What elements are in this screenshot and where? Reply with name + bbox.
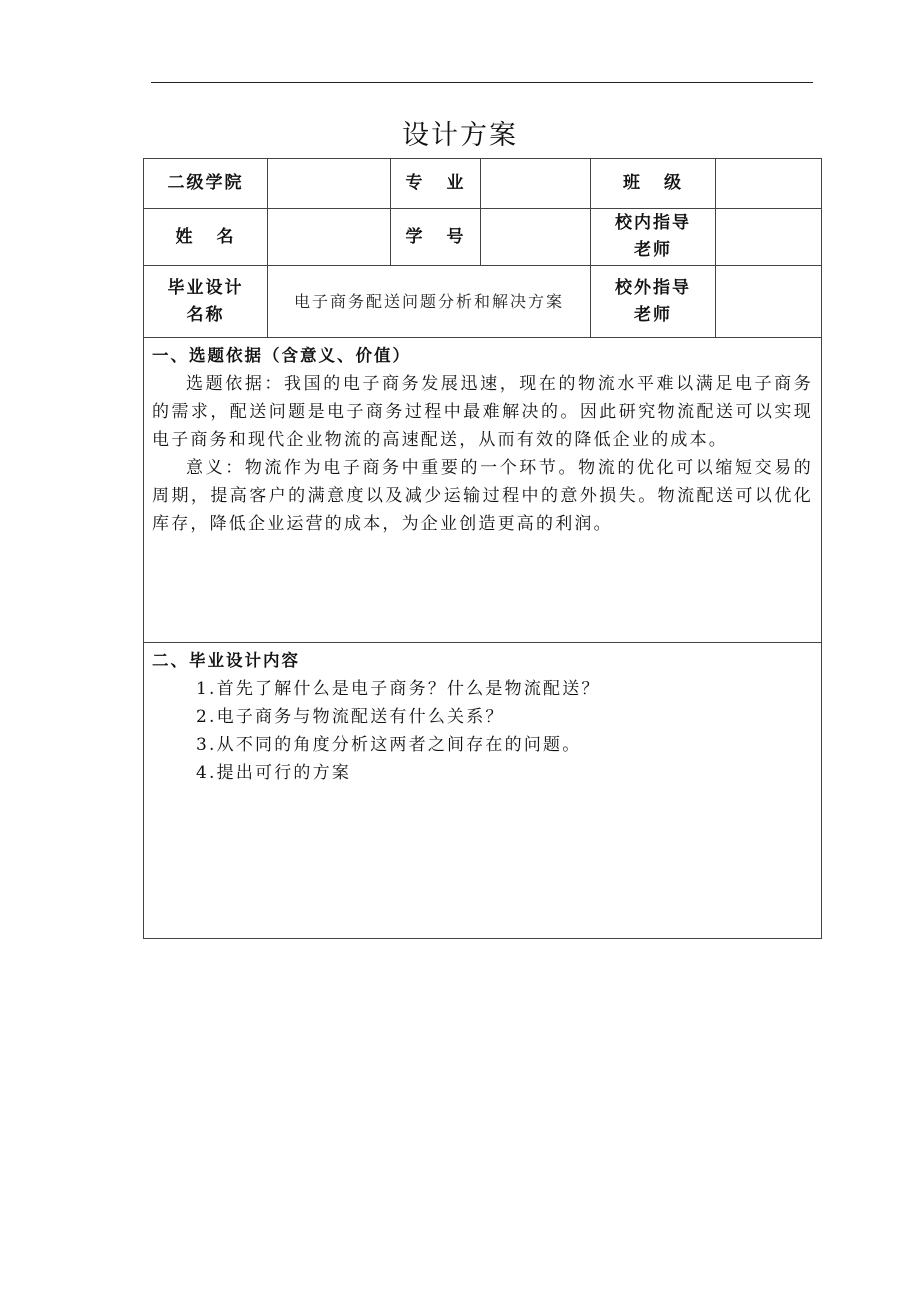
- content-heading: 二、毕业设计内容: [152, 651, 300, 670]
- document-title: 设计方案: [402, 120, 518, 151]
- internal-advisor-label: [591, 209, 716, 266]
- project-name-label-line-1: 毕业设计: [167, 277, 244, 298]
- external-advisor-label-line-1: 校外指导: [615, 277, 691, 298]
- internal-advisor-field[interactable]: [716, 209, 822, 266]
- class-label: [591, 159, 716, 209]
- content-item: 3.从不同的角度分析这两者之间存在的问题。: [196, 735, 582, 755]
- name-label-char-1: 姓: [175, 226, 195, 247]
- content-item: 4.提出可行的方案: [196, 763, 352, 783]
- student-id-field[interactable]: [481, 209, 591, 266]
- header-rule: [151, 82, 813, 83]
- content-item: 2.电子商务与物流配送有什么关系？: [196, 707, 505, 727]
- name-field[interactable]: [268, 209, 391, 266]
- major-label-char-2: 业: [446, 173, 466, 193]
- major-field[interactable]: [481, 159, 591, 209]
- form-row-content: [144, 643, 822, 939]
- form-row-basis: [144, 338, 822, 643]
- external-advisor-label-line-2: 老师: [634, 304, 672, 325]
- form-row-college: [144, 159, 822, 209]
- internal-advisor-label-line-1: 校内指导: [615, 213, 691, 233]
- content-section: [144, 643, 822, 939]
- name-label-char-2: 名: [216, 226, 236, 247]
- project-name-label-line-2: 名称: [186, 304, 225, 325]
- major-label-char-1: 专: [405, 173, 425, 193]
- class-label-char-2: 级: [664, 173, 683, 193]
- student-id-label-char-1: 学: [405, 226, 425, 247]
- form-row-name: [144, 209, 822, 266]
- design-plan-form: [143, 158, 822, 939]
- basis-section: [144, 338, 822, 643]
- form-row-project: [144, 266, 822, 338]
- significance-paragraph: 意义：物流作为电子商务中重要的一个环节。物流的优化可以缩短交易的周期，提高客户的满意度以及减少运输过程中的意外损失。物流配送可以优化库存，降低企业运营的成本，为企业创造更高的利润。: [152, 458, 813, 534]
- class-field[interactable]: [716, 159, 822, 209]
- basis-heading: 一、选题依据（含意义、价值）: [152, 346, 411, 365]
- student-id-label-char-2: 号: [446, 226, 466, 247]
- college-label: 二级学院: [144, 159, 268, 209]
- project-name-label: [144, 266, 268, 338]
- basis-paragraph: 选题依据：我国的电子商务发展迅速，现在的物流水平难以满足电子商务的需求，配送问题是电子商务过程中最难解决的。因此研究物流配送可以实现电子商务和现代企业物流的高速配送，从而有效的降低企业的成本。: [152, 374, 813, 450]
- major-label: [391, 159, 481, 209]
- content-item: 1.首先了解什么是电子商务？什么是物流配送？: [196, 679, 601, 699]
- college-field[interactable]: [268, 159, 391, 209]
- project-name-field[interactable]: 电子商务配送问题分析和解决方案: [268, 266, 591, 338]
- external-advisor-label: [591, 266, 716, 338]
- external-advisor-field[interactable]: [716, 266, 822, 338]
- student-id-label: [391, 209, 481, 266]
- name-label: [144, 209, 268, 266]
- internal-advisor-label-line-2: 老师: [634, 240, 672, 260]
- class-label-char-1: 班: [623, 173, 642, 193]
